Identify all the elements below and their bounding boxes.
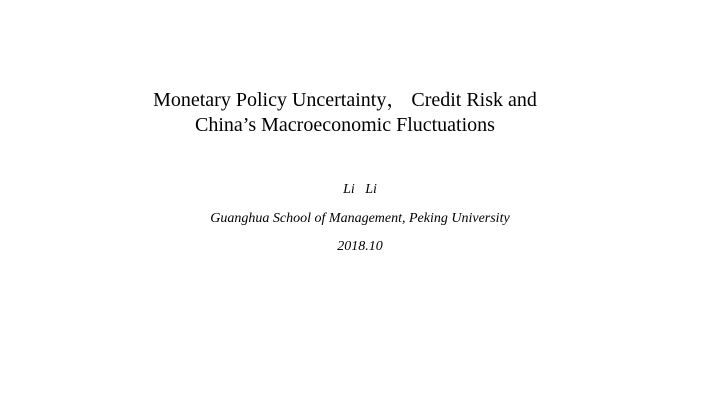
slide-title [0,88,690,138]
author-name: Li Li [343,182,377,197]
title-line-1: Monetary Policy Uncertainty， Credit Risk and [153,89,537,111]
title-line-2: China’s Macroeconomic Fluctuations [195,114,495,136]
presentation-date: 2018.10 [337,239,383,254]
affiliation: Guanghua School of Management, Peking University [210,211,510,226]
